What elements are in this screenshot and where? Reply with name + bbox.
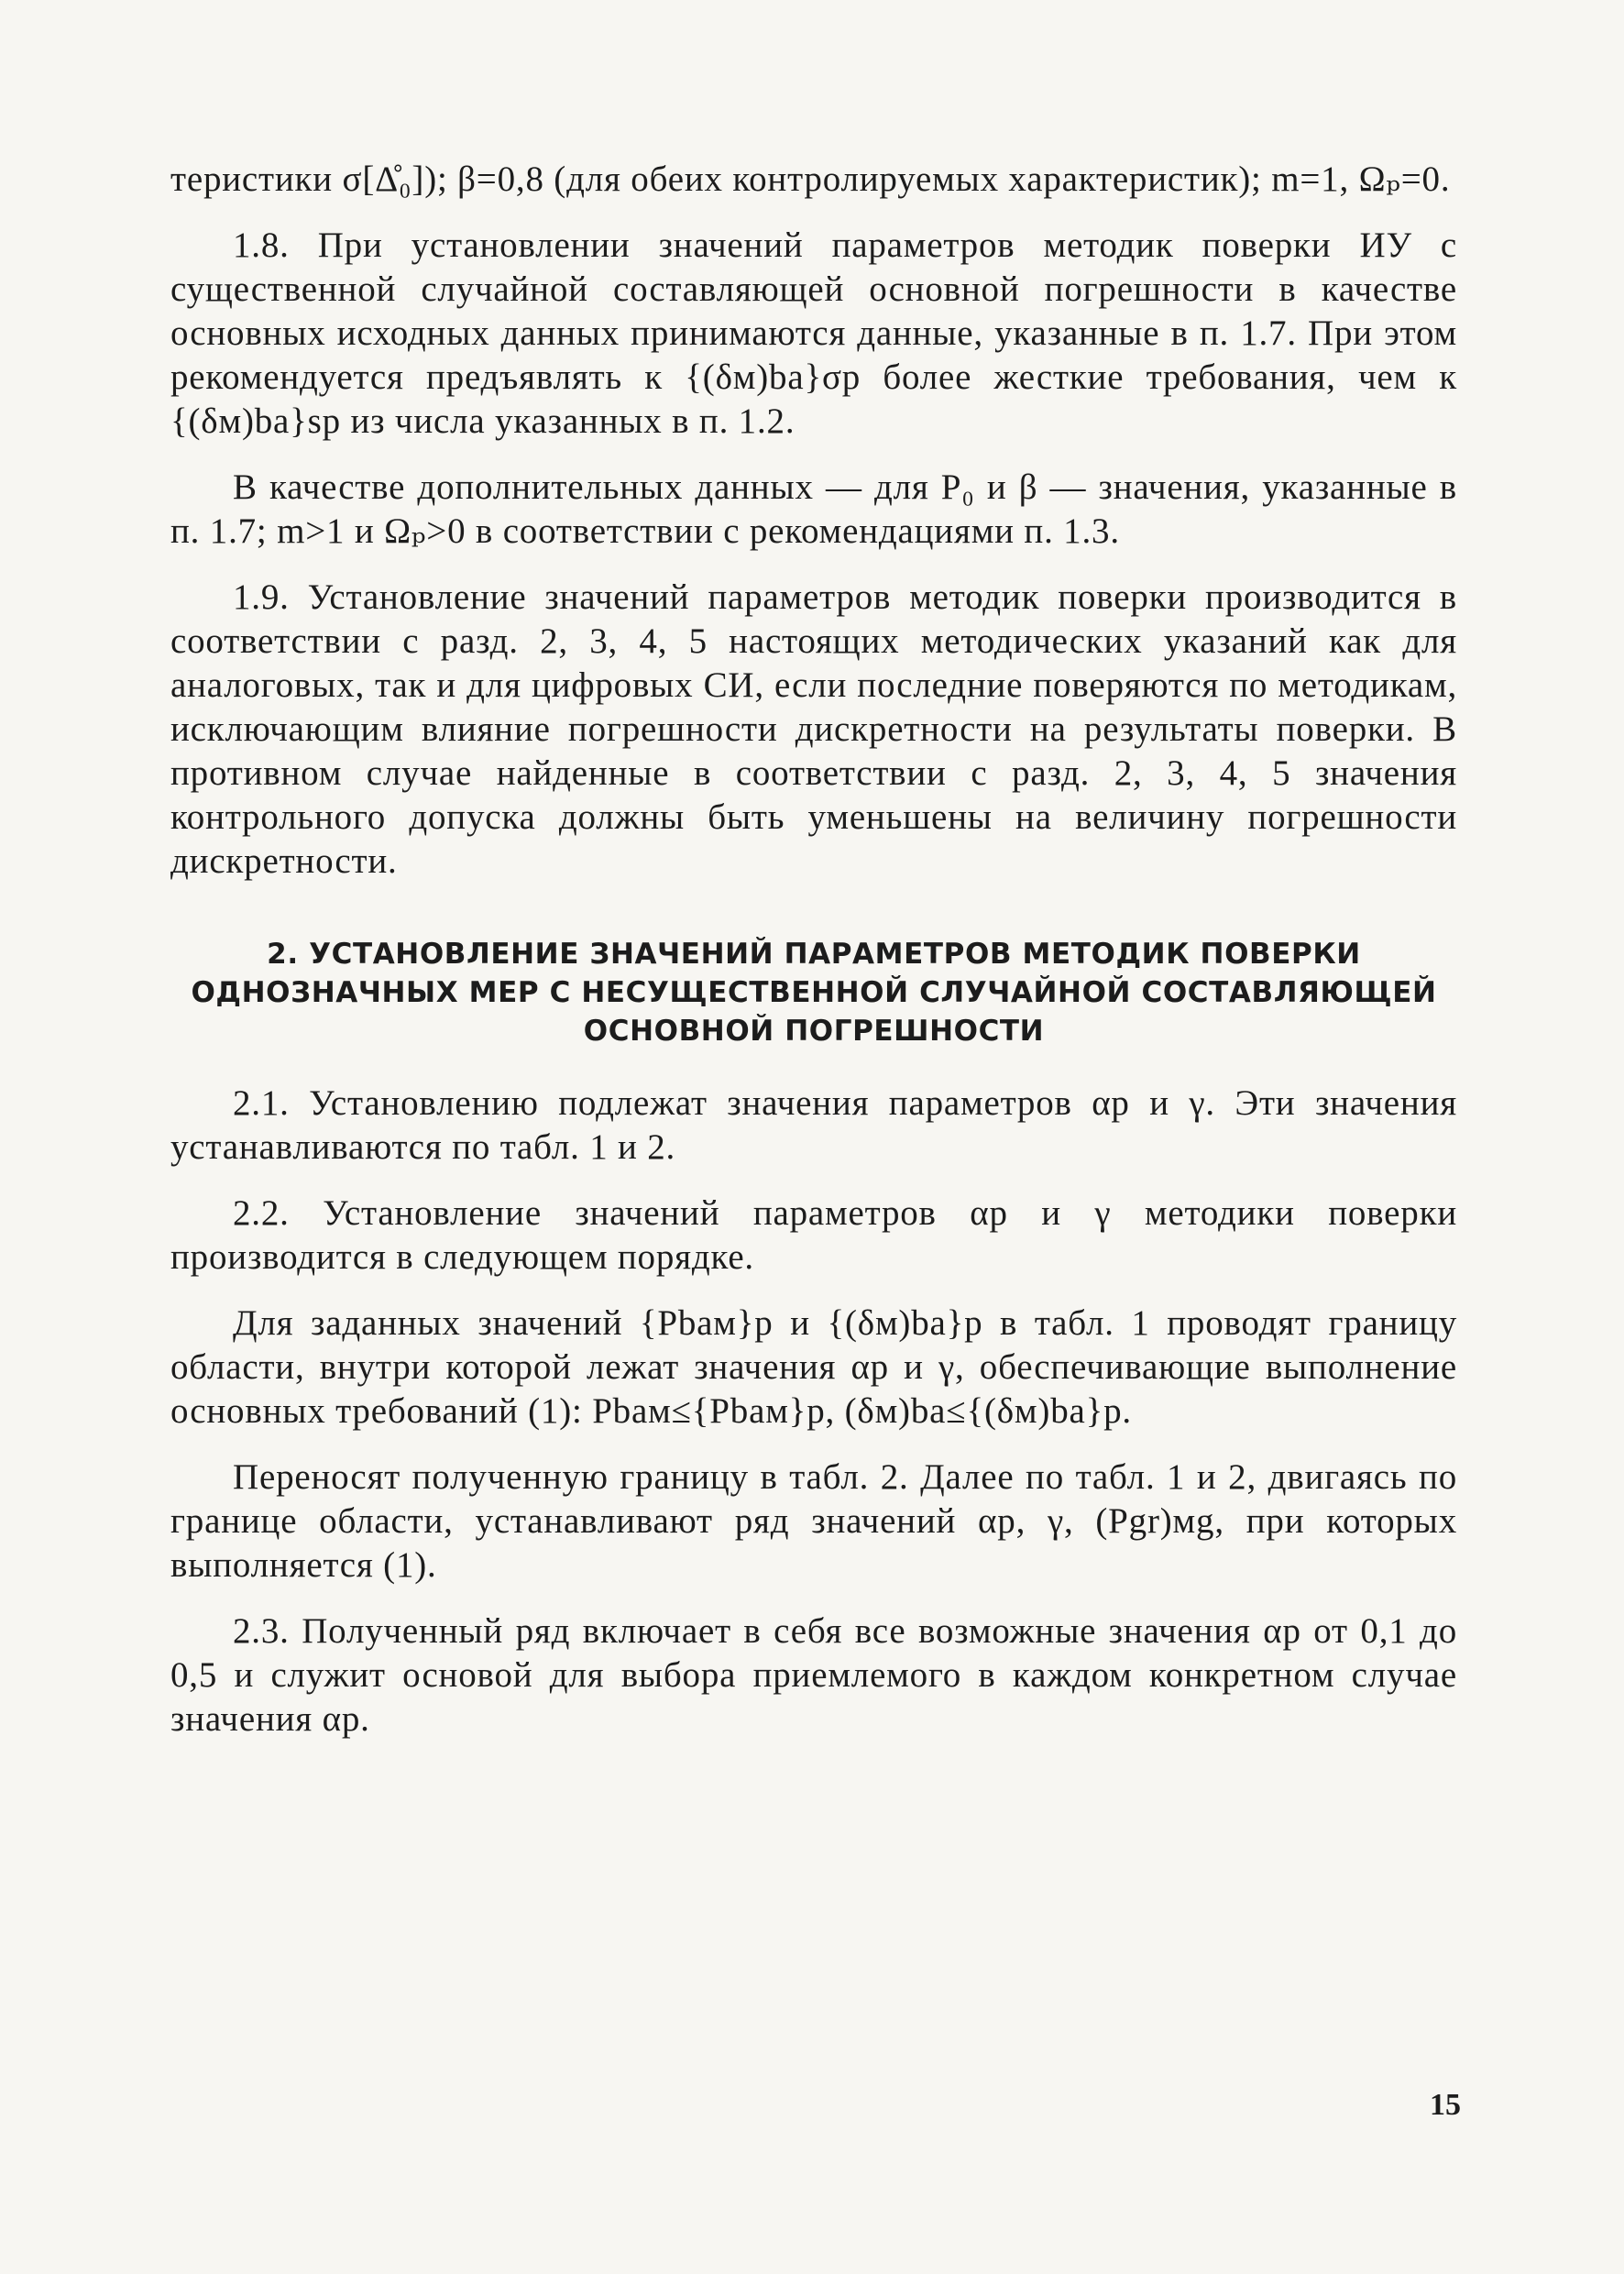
paragraph-additional-data: В качестве дополнительных данных — для P₀ и β — значения, указанные в п. 1.7; m>1 и Ωₚ>0 в соответствии с рекомендациями п. 1.3.	[170, 467, 1457, 551]
section-heading	[170, 935, 1457, 1050]
paragraph-2-1: 2.1. Установлению подлежат значения параметров αp и γ. Эти значения устанавливаются по табл. 1 и 2.	[170, 1083, 1457, 1167]
paragraph-transfer: Переносят полученную границу в табл. 2. Далее по табл. 1 и 2, двигаясь по границе области, устанавливают ряд значений αp, γ, (Pgr)мg, при которых выполняется (1).	[170, 1457, 1457, 1585]
section-heading-line-1: 2. УСТАНОВЛЕНИЕ ЗНАЧЕНИЙ ПАРАМЕТРОВ МЕТОДИК ПОВЕРКИ	[267, 938, 1361, 971]
paragraph-1-9: 1.9. Установление значений параметров методик поверки производится в соответствии с разд. 2, 3, 4, 5 настоящих методических указаний как для аналоговых, так и для цифровых СИ, если последние поверяются по методикам, исключающим влияние погрешности дискретности на результаты поверки. В противном случае найденные в соответствии с разд. 2, 3, 4, 5 значения контрольного допуска должны быть уменьшены на величину погрешности дискретности.	[170, 577, 1457, 881]
section-heading-line-2: ОДНОЗНАЧНЫХ МЕР С НЕСУЩЕСТВЕННОЙ СЛУЧАЙНОЙ СОСТАВЛЯЮЩЕЙ	[191, 976, 1437, 1009]
section-heading-line-3: ОСНОВНОЙ ПОГРЕШНОСТИ	[583, 1015, 1045, 1048]
text-column	[170, 158, 1457, 1763]
paragraph-boundary: Для заданных значений {Pbaм}p и {(δм)ba}p в табл. 1 проводят границу области, внутри которой лежат значения αp и γ, обеспечивающие выполнение основных требований (1): Pbaм≤{Pbaм}p, (δм)ba≤{(δм)ba}p.	[170, 1303, 1457, 1431]
paragraph-continued: теристики σ[Δ̊₀]); β=0,8 (для обеих контролируемых характеристик); m=1, Ωₚ=0.	[170, 159, 1451, 199]
page-number: 15	[1430, 2088, 1461, 2122]
paragraph-2-2: 2.2. Установление значений параметров αp и γ методики поверки производится в следующем порядке.	[170, 1193, 1457, 1277]
paragraph-1-8: 1.8. При установлении значений параметров методик поверки ИУ с существенной случайной составляющей основной погрешности в качестве основных исходных данных принимаются данные, указанные в п. 1.7. При этом рекомендуется предъявлять к {(δм)ba}σp более жесткие требования, чем к {(δм)ba}sp из числа указанных в п. 1.2.	[170, 225, 1457, 441]
paragraph-2-3: 2.3. Полученный ряд включает в себя все возможные значения αp от 0,1 до 0,5 и служит основой для выбора приемлемого в каждом конкретном случае значения αp.	[170, 1611, 1457, 1739]
